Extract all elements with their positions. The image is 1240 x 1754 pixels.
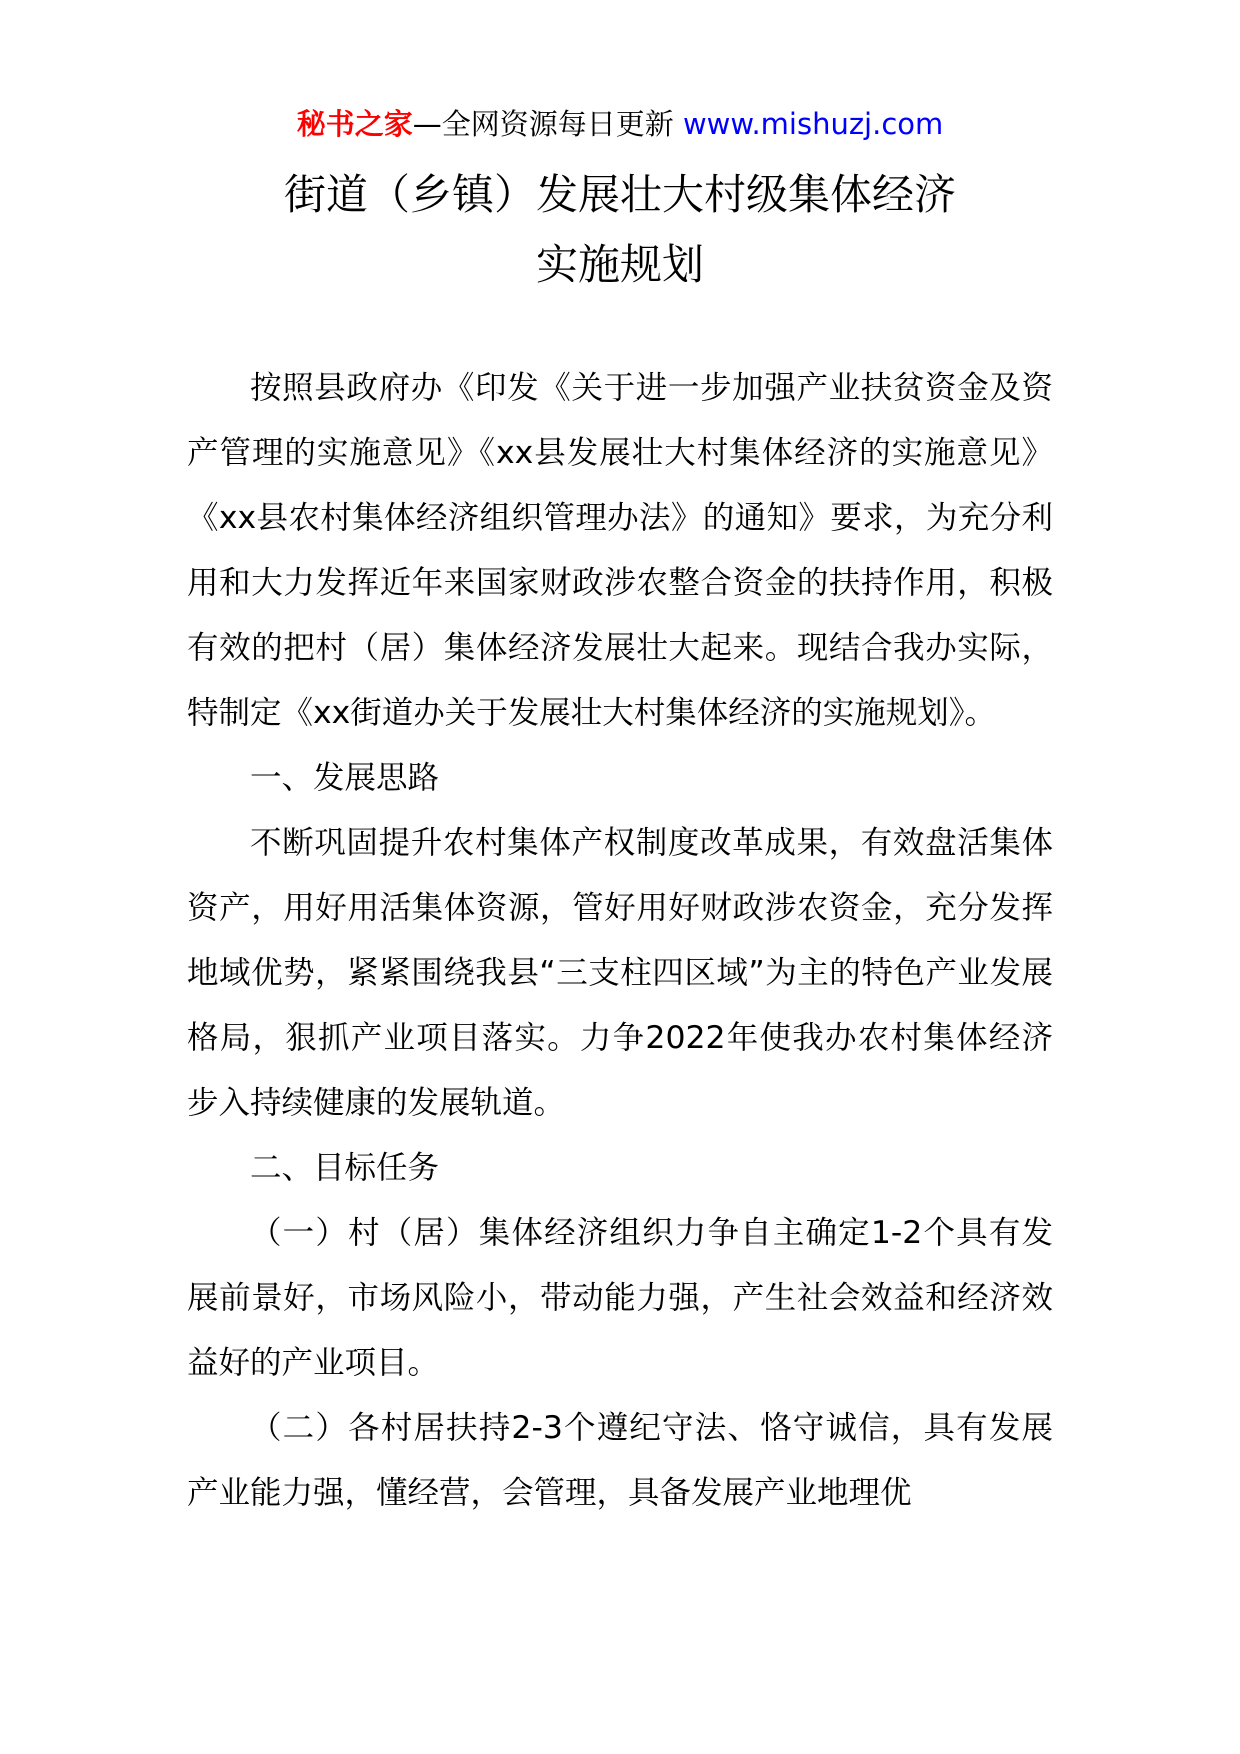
title-line-1: 街道（乡镇）发展壮大村级集体经济	[283, 170, 956, 219]
section-heading-goals-tasks: 二、目标任务	[250, 1150, 440, 1186]
brand-name: 秘书之家	[296, 107, 413, 141]
intro-paragraph: 按照县政府办《印发《关于进一步加强产业扶贫资金及资产管理的实施意见》《xx县发展壮大村集体经济的实施意见》《xx县农村集体经济组织管理办法》的通知》要求，为充分利用和大力发挥近年来国家财政涉农整合资金的扶持作用，积极有效的把村（居）集体经济发展壮大起来。现结合我办实际，特制定《xx街道办关于发展壮大村集体经济的实施规划》。	[187, 370, 1053, 731]
site-header	[0, 104, 1240, 144]
document-body	[187, 356, 1053, 1526]
site-slogan: —全网资源每日更新	[412, 107, 674, 141]
section-heading-development-approach: 一、发展思路	[250, 760, 440, 796]
site-url-link[interactable]: www.mishuzj.com	[682, 107, 944, 141]
development-approach-paragraph: 不断巩固提升农村集体产权制度改革成果，有效盘活集体资产，用好用活集体资源，管好用好财政涉农资金，充分发挥地域优势，紧紧围绕我县“三支柱四区域”为主的特色产业发展格局，狠抓产业项目落实。力争2022年使我办农村集体经济步入持续健康的发展轨道。	[187, 825, 1053, 1121]
goal-item-2: （二）各村居扶持2-3个遵纪守法、恪守诚信，具有发展产业能力强，懂经营，会管理，具备发展产业地理优	[187, 1410, 1053, 1511]
goal-item-1: （一）村（居）集体经济组织力争自主确定1-2个具有发展前景好，市场风险小，带动能力强，产生社会效益和经济效益好的产业项目。	[187, 1215, 1053, 1381]
title-line-2: 实施规划	[535, 240, 704, 289]
document-title	[0, 160, 1240, 300]
